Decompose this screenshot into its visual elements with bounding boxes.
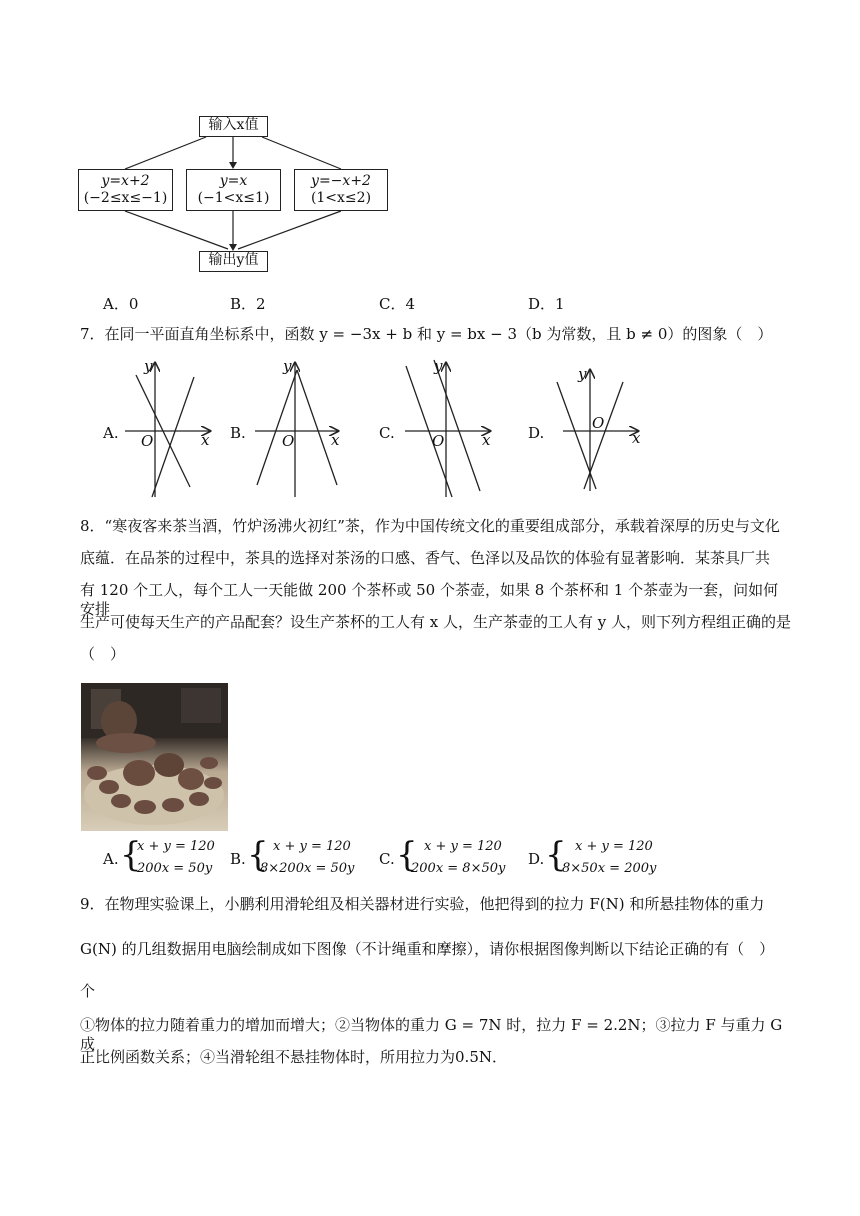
- q6-option-a: A．0: [103, 295, 139, 313]
- branch2-formula: y=x: [219, 173, 248, 189]
- flowchart-input-box: 输入x值: [199, 116, 268, 137]
- branch1-range: (−2≤x≤−1): [83, 190, 168, 206]
- q8-option-a-eq2: 200x = 50y: [137, 861, 213, 876]
- q8-option-b-eq2: 8×200x = 50y: [260, 861, 355, 876]
- q9-line-2: G(N) 的几组数据用电脑绘制成如下图像（不计绳重和摩擦），请你根据图像判断以下结论正确的有（ ）: [80, 940, 775, 958]
- q7-label-d: D.: [528, 424, 545, 442]
- graph-a: [125, 363, 210, 497]
- q8-line-5: （ ）: [80, 645, 126, 663]
- branch3-formula: y=−x+2: [311, 173, 371, 189]
- graph-d-origin-label: O: [592, 414, 605, 432]
- q9-line-3: 个: [80, 982, 96, 1000]
- q6-option-d: D．1: [528, 295, 565, 313]
- q8-option-a-brace: {: [120, 835, 142, 875]
- q8-line-2: 底蕴．在品茶的过程中，茶具的选择对茶汤的口感、香气、色泽以及品饮的体验有显著影响．某茶具厂共: [80, 549, 771, 567]
- q8-option-a-label: A.: [103, 850, 119, 868]
- flowchart-output-box: 输出y值: [199, 251, 268, 272]
- q8-line-4: 生产可使每天生产的产品配套？设生产茶杯的工人有 x 人，生产茶壶的工人有 y 人，则下列方程组正确的是: [80, 613, 792, 631]
- q8-option-c-brace: {: [396, 835, 418, 875]
- graph-b-y-label: y: [283, 357, 292, 375]
- tea-set-photo: [81, 683, 228, 831]
- q8-option-c-label: C.: [379, 850, 395, 868]
- q8-option-b-brace: {: [247, 835, 269, 875]
- graph-a-origin-label: O: [141, 432, 154, 450]
- q7-graphs: [0, 0, 860, 520]
- q6-option-c: C．4: [379, 295, 416, 313]
- q7-label-a: A.: [103, 424, 119, 442]
- graph-c-origin-label: O: [432, 432, 445, 450]
- q8-option-d-eq2: 8×50x = 200y: [562, 861, 657, 876]
- q8-option-d-brace: {: [545, 835, 567, 875]
- q8-option-d-eq1: x + y = 120: [575, 839, 653, 854]
- graph-b-x-label: x: [331, 431, 340, 449]
- q8-option-c-eq1: x + y = 120: [424, 839, 502, 854]
- graph-a-y-label: y: [144, 357, 153, 375]
- q8-line-3: 有 120 个工人，每个工人一天能做 200 个茶杯或 50 个茶壶，如果 8 个茶杯和 1 个茶壶为一套，问如何安排: [80, 581, 779, 618]
- q8-option-b-label: B.: [230, 850, 246, 868]
- q9-line-4: ①物体的拉力随着重力的增加而增大；②当物体的重力 G = 7N 时，拉力 F = 2.2N；③拉力 F 与重力 G 成: [80, 1016, 783, 1053]
- graph-b: [255, 363, 338, 497]
- graph-d-x-label: x: [632, 429, 641, 447]
- q7-stem: 7．在同一平面直角坐标系中，函数 y = −3x + b 和 y = bx − 3（b 为常数，且 b ≠ 0）的图象（ ）: [80, 325, 773, 343]
- branch3-range: (1<x≤2): [310, 190, 372, 206]
- q8-option-b-eq1: x + y = 120: [273, 839, 351, 854]
- q8-option-c-eq2: 200x = 8×50y: [411, 861, 506, 876]
- q7-label-c: C.: [379, 424, 395, 442]
- graph-c-y-label: y: [434, 357, 443, 375]
- graph-d-y-label: y: [578, 365, 587, 383]
- graph-a-x-label: x: [201, 431, 210, 449]
- q8-option-a-eq1: x + y = 120: [137, 839, 215, 854]
- graph-c-x-label: x: [482, 431, 491, 449]
- q9-line-1: 9．在物理实验课上，小鹏利用滑轮组及相关器材进行实验，他把得到的拉力 F(N) 和所悬挂物体的重力: [80, 895, 765, 913]
- branch1-formula: y=x+2: [101, 173, 150, 189]
- graph-b-origin-label: O: [282, 432, 295, 450]
- graph-c: [405, 360, 490, 497]
- q8-line-1: 8．“寒夜客来茶当酒，竹炉汤沸火初红”茶，作为中国传统文化的重要组成部分，承载着深厚的历史与文化: [80, 517, 780, 535]
- q9-line-5: 正比例函数关系；④当滑轮组不悬挂物体时，所用拉力为0.5N．: [80, 1048, 507, 1066]
- q6-option-b: B．2: [230, 295, 266, 313]
- q7-label-b: B.: [230, 424, 246, 442]
- branch2-range: (−1<x≤1): [197, 190, 270, 206]
- q8-option-d-label: D.: [528, 850, 545, 868]
